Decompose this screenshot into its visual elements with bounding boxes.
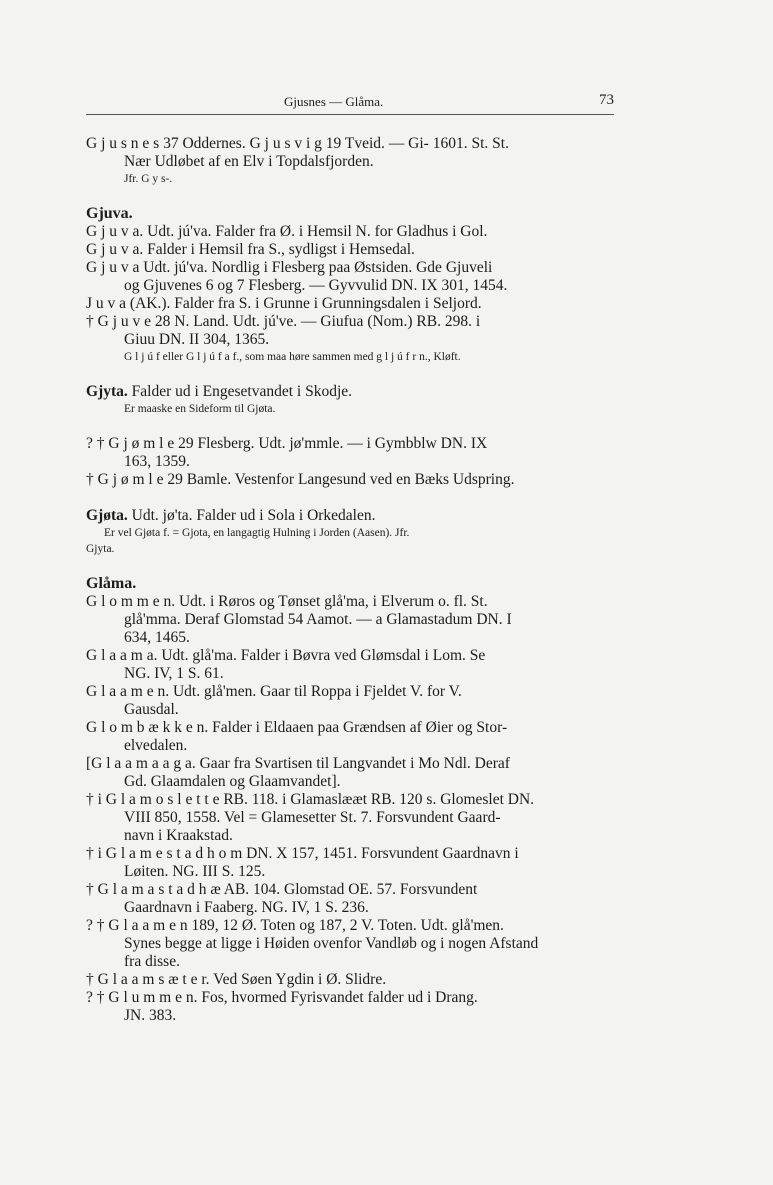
running-title: Gjusnes — Glåma. [284, 94, 384, 109]
text-line: Gaardnavn i Faaberg. NG. IV, 1 S. 236. [124, 899, 369, 916]
text-line: elvedalen. [124, 737, 188, 754]
text-line: [G l a a m a a g a. Gaar fra Svartisen til Langvandet i Mo Ndl. Deraf [86, 755, 510, 772]
text-line: Giuu DN. II 304, 1365. [124, 331, 270, 348]
text-line: JN. 383. [124, 1007, 177, 1024]
text-line: Jfr. G y s-. [124, 173, 173, 185]
text-line: navn i Kraakstad. [124, 827, 233, 844]
text-line: † i G l a m o s l e t t e RB. 118. i Glamaslææt RB. 120 s. Glomeslet DN. [86, 791, 535, 808]
text-line: glå'mma. Deraf Glomstad 54 Aamot. — a Glamastadum DN. I [124, 611, 512, 628]
page-number: 73 [599, 92, 614, 108]
text-line: Glåma. [86, 575, 137, 592]
paragraph-gap [86, 557, 616, 575]
text-line: Er vel Gjøta f. = Gjota, en langagtig Hulning i Jorden (Aasen). Jfr. [104, 527, 410, 539]
text-line: † G j u v e 28 N. Land. Udt. jú've. — Giufua (Nom.) RB. 298. i [86, 313, 481, 330]
text-line: Er maaske en Sideform til Gjøta. [124, 403, 276, 415]
paragraph-gap [86, 365, 616, 383]
text-line: G j u s n e s 37 Oddernes. G j u s v i g 19 Tveid. — Gi- 1601. St. St. [86, 135, 509, 152]
text-line: og Gjuvenes 6 og 7 Flesberg. — Gyvvulid DN. IX 301, 1454. [124, 277, 508, 294]
text-line: NG. IV, 1 S. 61. [124, 665, 224, 682]
text-line: Gausdal. [124, 701, 179, 718]
text-line: Løiten. NG. III S. 125. [124, 863, 266, 880]
text-line: † G j ø m l e 29 Bamle. Vestenfor Langesund ved en Bæks Udspring. [86, 471, 515, 488]
text-line: Gjuva. [86, 205, 133, 222]
text-line: Gjøta. Udt. jø'ta. Falder ud i Sola i Orkedalen. [86, 507, 376, 524]
paragraph-gap [86, 187, 616, 205]
text-line: ? † G l a a m e n 189, 12 Ø. Toten og 187, 2 V. Toten. Udt. glå'men. [86, 917, 504, 934]
text-line: Nær Udløbet af en Elv i Topdalsfjorden. [124, 153, 374, 170]
entry-text [86, 135, 616, 1025]
text-line: G l o m m e n. Udt. i Røros og Tønset glå'ma, i Elverum o. fl. St. [86, 593, 488, 610]
text-line: G j u v a. Udt. jú'va. Falder fra Ø. i Hemsil N. for Gladhus i Gol. [86, 223, 488, 240]
text-line: G l o m b æ k k e n. Falder i Eldaaen paa Grændsen af Øier og Stor- [86, 719, 508, 736]
text-line: 163, 1359. [124, 453, 190, 470]
paragraph-gap [86, 417, 616, 435]
text-line: ? † G j ø m l e 29 Flesberg. Udt. jø'mmle. — i Gymbblw DN. IX [86, 435, 488, 452]
text-line: G j u v a. Falder i Hemsil fra S., sydligst i Hemsedal. [86, 241, 415, 258]
text-line: J u v a (AK.). Falder fra S. i Grunne i Grunningsdalen i Seljord. [86, 295, 482, 312]
text-line: † i G l a m e s t a d h o m DN. X 157, 1451. Forsvundent Gaardnavn i [86, 845, 519, 862]
text-line: Gd. Glaamdalen og Glaamvandet]. [124, 773, 341, 790]
text-line: † G l a a m s æ t e r. Ved Søen Ygdin i Ø. Slidre. [86, 971, 387, 988]
text-line: G l a a m e n. Udt. glå'men. Gaar til Roppa i Fjeldet V. for V. [86, 683, 462, 700]
text-line: 634, 1465. [124, 629, 190, 646]
text-line: Gjyta. [86, 543, 115, 555]
paragraph-gap [86, 489, 616, 507]
text-line: Gjyta. Falder ud i Engesetvandet i Skodje. [86, 383, 353, 400]
text-line: † G l a m a s t a d h æ AB. 104. Glomstad OE. 57. Forsvundent [86, 881, 478, 898]
text-line: G l a a m a. Udt. glå'ma. Falder i Bøvra ved Glømsdal i Lom. Se [86, 647, 486, 664]
text-line: fra disse. [124, 953, 180, 970]
text-line: G l j ú f eller G l j ú f a f., som maa høre sammen med g l j ú f r n., Kløft. [124, 351, 461, 363]
text-line: Synes begge at ligge i Høiden ovenfor Vandløb og i nogen Afstand [124, 935, 539, 952]
text-line: ? † G l u m m e n. Fos, hvormed Fyrisvandet falder ud i Drang. [86, 989, 478, 1006]
page-header [86, 92, 614, 115]
text-line: VIII 850, 1558. Vel = Glamesetter St. 7. Forsvundent Gaard- [124, 809, 501, 826]
text-line: G j u v a Udt. jú'va. Nordlig i Flesberg paa Østsiden. Gde Gjuveli [86, 259, 493, 276]
